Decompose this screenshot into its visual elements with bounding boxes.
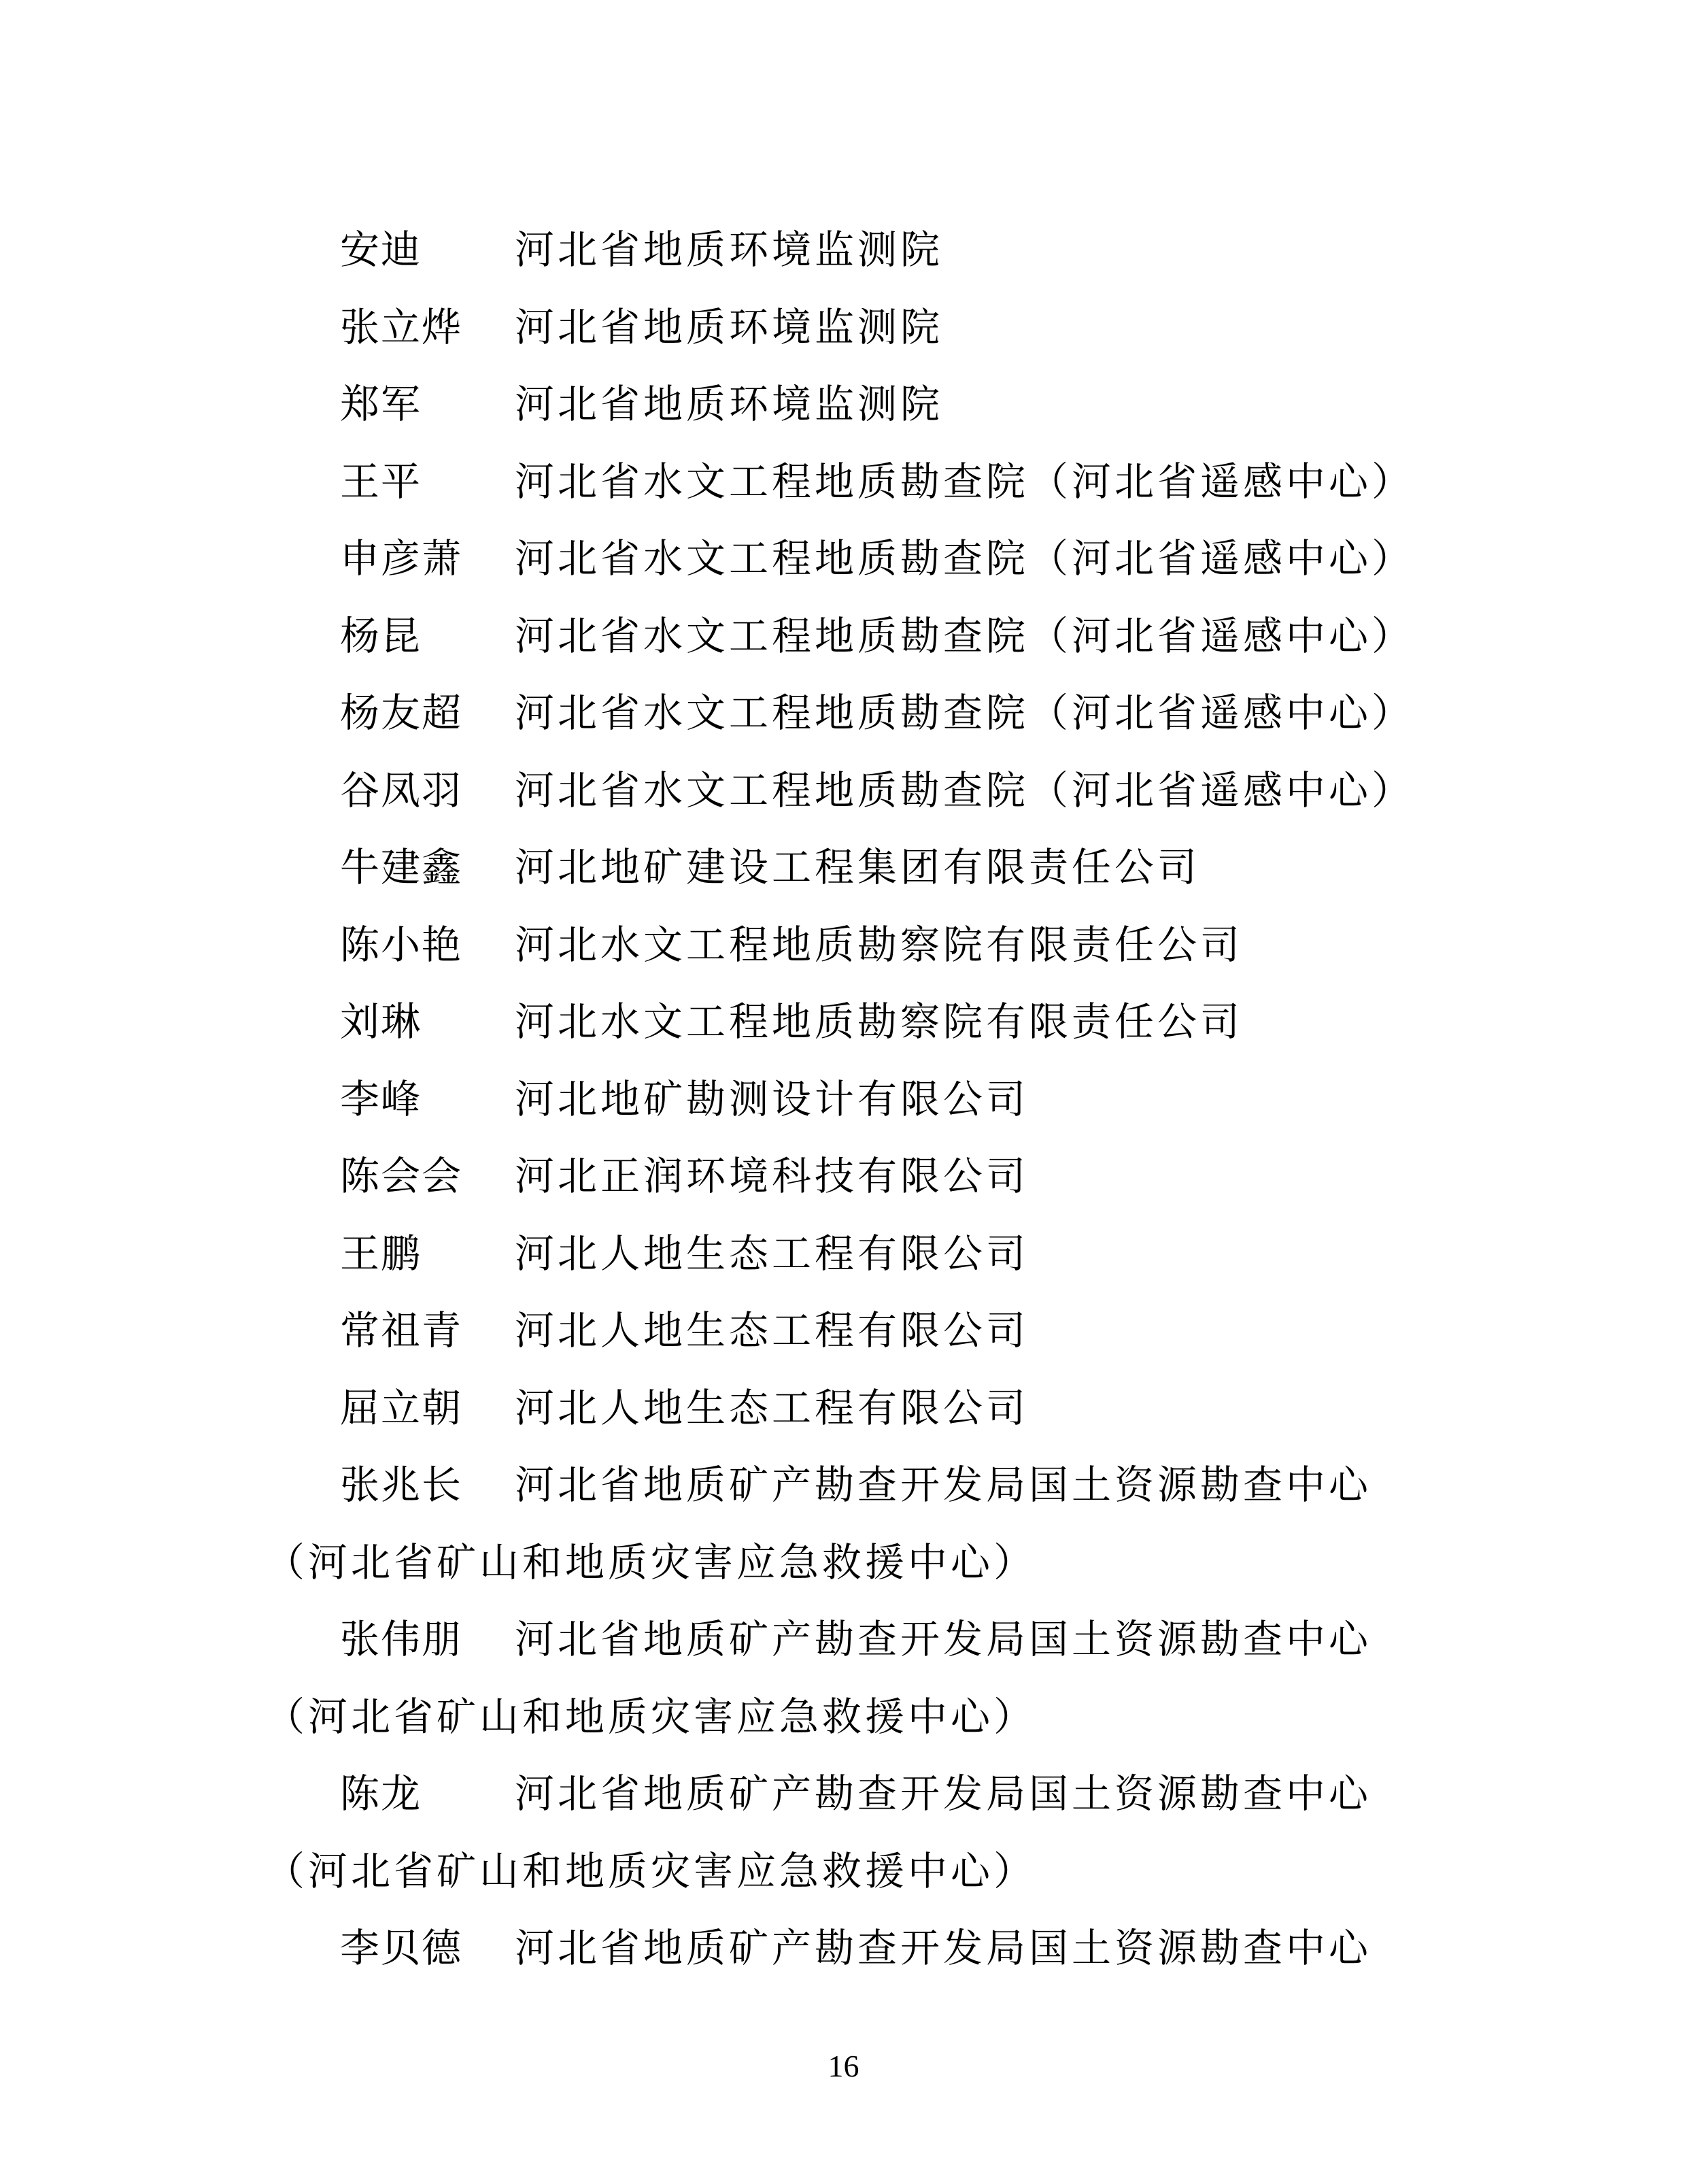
page-footer <box>0 2046 1687 2087</box>
person-name: 王鹏 <box>340 1231 422 1276</box>
person-name: 李贝德 <box>340 1926 463 1970</box>
person-name: 杨昆 <box>340 614 422 658</box>
roster-entry <box>265 1138 1438 1215</box>
organization-name: 河北人地生态工程有限公司 <box>515 1231 1029 1276</box>
roster-entry <box>265 212 1438 289</box>
roster-entry <box>265 907 1438 984</box>
organization-name: 河北水文工程地质勘察院有限责任公司 <box>515 1000 1244 1044</box>
person-name: 常祖青 <box>340 1309 463 1353</box>
person-name: 郑军 <box>340 382 422 426</box>
person-name: 刘琳 <box>340 1000 422 1044</box>
roster-continuation-line: （河北省矿山和地质灾害应急救援中心） <box>265 1540 1037 1585</box>
person-name: 张立烨 <box>340 305 463 350</box>
roster-entry <box>265 520 1438 598</box>
roster-entry <box>265 752 1438 830</box>
organization-name: 河北省地质矿产勘查开发局国土资源勘查中心 <box>515 1463 1372 1507</box>
person-name: 陈龙 <box>340 1772 422 1816</box>
organization-name: 河北省地质环境监测院 <box>515 382 944 426</box>
organization-name: 河北水文工程地质勘察院有限责任公司 <box>515 922 1244 967</box>
person-name: 屈立朝 <box>340 1385 463 1430</box>
person-name: 安迪 <box>340 228 422 272</box>
roster-entry <box>265 984 1438 1061</box>
roster-entry <box>265 1447 1438 1524</box>
roster-entry <box>265 675 1438 752</box>
roster-list <box>265 212 1438 1987</box>
organization-name: 河北省地质矿产勘查开发局国土资源勘查中心 <box>515 1617 1372 1662</box>
roster-continuation-line: （河北省矿山和地质灾害应急救援中心） <box>265 1849 1037 1894</box>
roster-entry <box>265 1292 1438 1370</box>
roster-entry <box>265 1215 1438 1293</box>
organization-name: 河北省水文工程地质勘查院（河北省遥感中心） <box>515 691 1415 735</box>
organization-name: 河北省水文工程地质勘查院（河北省遥感中心） <box>515 768 1415 813</box>
organization-name: 河北地矿勘测设计有限公司 <box>515 1077 1029 1122</box>
organization-name: 河北省地质环境监测院 <box>515 228 944 272</box>
organization-name: 河北地矿建设工程集团有限责任公司 <box>515 845 1201 890</box>
organization-name: 河北省水文工程地质勘查院（河北省遥感中心） <box>515 614 1415 658</box>
person-name: 申彦萧 <box>340 537 463 581</box>
roster-entry <box>265 443 1438 521</box>
person-name: 陈会会 <box>340 1154 463 1198</box>
roster-entry <box>265 366 1438 443</box>
person-name: 陈小艳 <box>340 922 463 967</box>
organization-name: 河北省水文工程地质勘查院（河北省遥感中心） <box>515 537 1415 581</box>
roster-entry <box>265 1601 1438 1679</box>
roster-entry <box>265 1061 1438 1139</box>
person-name: 张伟朋 <box>340 1617 463 1662</box>
organization-name: 河北省地质矿产勘查开发局国土资源勘查中心 <box>515 1926 1372 1970</box>
roster-entry <box>265 1910 1438 1987</box>
roster-entry <box>265 1370 1438 1447</box>
organization-name: 河北省地质矿产勘查开发局国土资源勘查中心 <box>515 1772 1372 1816</box>
person-name: 李峰 <box>340 1077 422 1122</box>
roster-entry <box>265 1755 1438 1833</box>
organization-name: 河北省水文工程地质勘查院（河北省遥感中心） <box>515 459 1415 504</box>
person-name: 张兆长 <box>340 1463 463 1507</box>
organization-name: 河北人地生态工程有限公司 <box>515 1385 1029 1430</box>
page-number: 16 <box>828 2049 859 2083</box>
roster-continuation-line: （河北省矿山和地质灾害应急救援中心） <box>265 1694 1037 1739</box>
roster-entry <box>265 829 1438 907</box>
roster-entry <box>265 289 1438 367</box>
person-name: 谷凤羽 <box>340 768 463 813</box>
person-name: 王平 <box>340 459 422 504</box>
roster-entry <box>265 598 1438 675</box>
organization-name: 河北人地生态工程有限公司 <box>515 1309 1029 1353</box>
organization-name: 河北正润环境科技有限公司 <box>515 1154 1029 1198</box>
person-name: 牛建鑫 <box>340 845 463 890</box>
organization-name: 河北省地质环境监测院 <box>515 305 944 350</box>
person-name: 杨友超 <box>340 691 463 735</box>
